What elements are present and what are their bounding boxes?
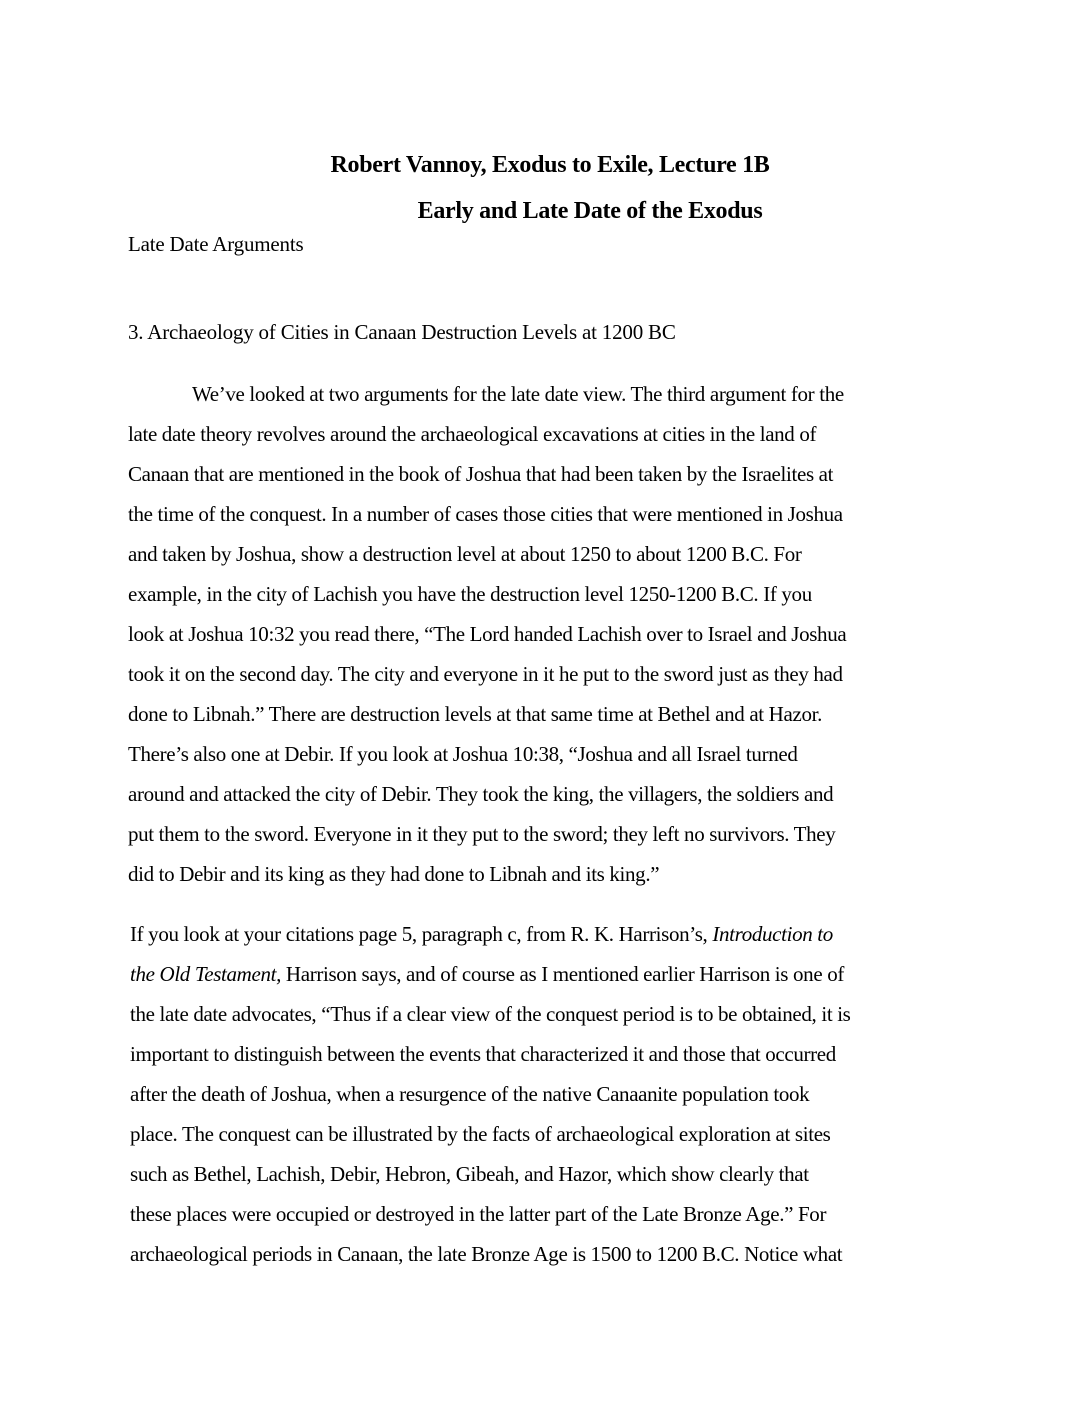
section-heading: Late Date Arguments [128, 232, 304, 256]
text-span: Harrison says, and of course as I mentioned earlier Harrison is one of [281, 962, 844, 986]
text-line: We’ve looked at two arguments for the late date view. The third argument for the [192, 382, 844, 406]
text-line: late date theory revolves around the archaeological excavations at cities in the land of [128, 422, 817, 446]
text-line: look at Joshua 10:32 you read there, “The Lord handed Lachish over to Israel and Joshua [128, 622, 847, 646]
document-title: Robert Vannoy, Exodus to Exile, Lecture 1B [330, 152, 770, 178]
book-title-italic: the Old Testament, [130, 962, 282, 986]
text-line: the late date advocates, “Thus if a clear view of the conquest period is to be obtained, it is [130, 1002, 851, 1026]
text-line: after the death of Joshua, when a resurgence of the native Canaanite population took [130, 1082, 810, 1106]
text-line: There’s also one at Debir. If you look at Joshua 10:38, “Joshua and all Israel turned [128, 742, 798, 766]
text-line: place. The conquest can be illustrated by the facts of archaeological exploration at sites [130, 1122, 831, 1146]
text-line: example, in the city of Lachish you have the destruction level 1250-1200 B.C. If you [128, 582, 812, 606]
document-subtitle: Early and Late Date of the Exodus [417, 198, 763, 224]
text-line: put them to the sword. Everyone in it they put to the sword; they left no survivors. They [128, 822, 836, 846]
text-line: Canaan that are mentioned in the book of Joshua that had been taken by the Israelites at [128, 462, 834, 486]
text-line: took it on the second day. The city and everyone in it he put to the sword just as they had [128, 662, 843, 686]
text-line: did to Debir and its king as they had done to Libnah and its king.” [128, 862, 660, 886]
text-line: done to Libnah.” There are destruction levels at that same time at Bethel and at Hazor. [128, 702, 822, 726]
text-line: and taken by Joshua, show a destruction level at about 1250 to about 1200 B.C. For [128, 542, 802, 566]
text-line [130, 960, 844, 988]
text-line: such as Bethel, Lachish, Debir, Hebron, Gibeah, and Hazor, which show clearly that [130, 1162, 809, 1186]
text-line: these places were occupied or destroyed in the latter part of the Late Bronze Age.” For [130, 1202, 827, 1226]
book-title-italic: Introduction to [712, 922, 833, 946]
text-line: important to distinguish between the events that characterized it and those that occurred [130, 1042, 836, 1066]
subsection-heading: 3. Archaeology of Cities in Canaan Destruction Levels at 1200 BC [128, 320, 676, 344]
text-line: the time of the conquest. In a number of cases those cities that were mentioned in Joshua [128, 502, 843, 526]
text-line: around and attacked the city of Debir. They took the king, the villagers, the soldiers and [128, 782, 834, 806]
text-line: archaeological periods in Canaan, the late Bronze Age is 1500 to 1200 B.C. Notice what [130, 1242, 843, 1266]
text-line [130, 920, 833, 948]
text-span: If you look at your citations page 5, paragraph c, from R. K. Harrison’s, [130, 922, 713, 946]
